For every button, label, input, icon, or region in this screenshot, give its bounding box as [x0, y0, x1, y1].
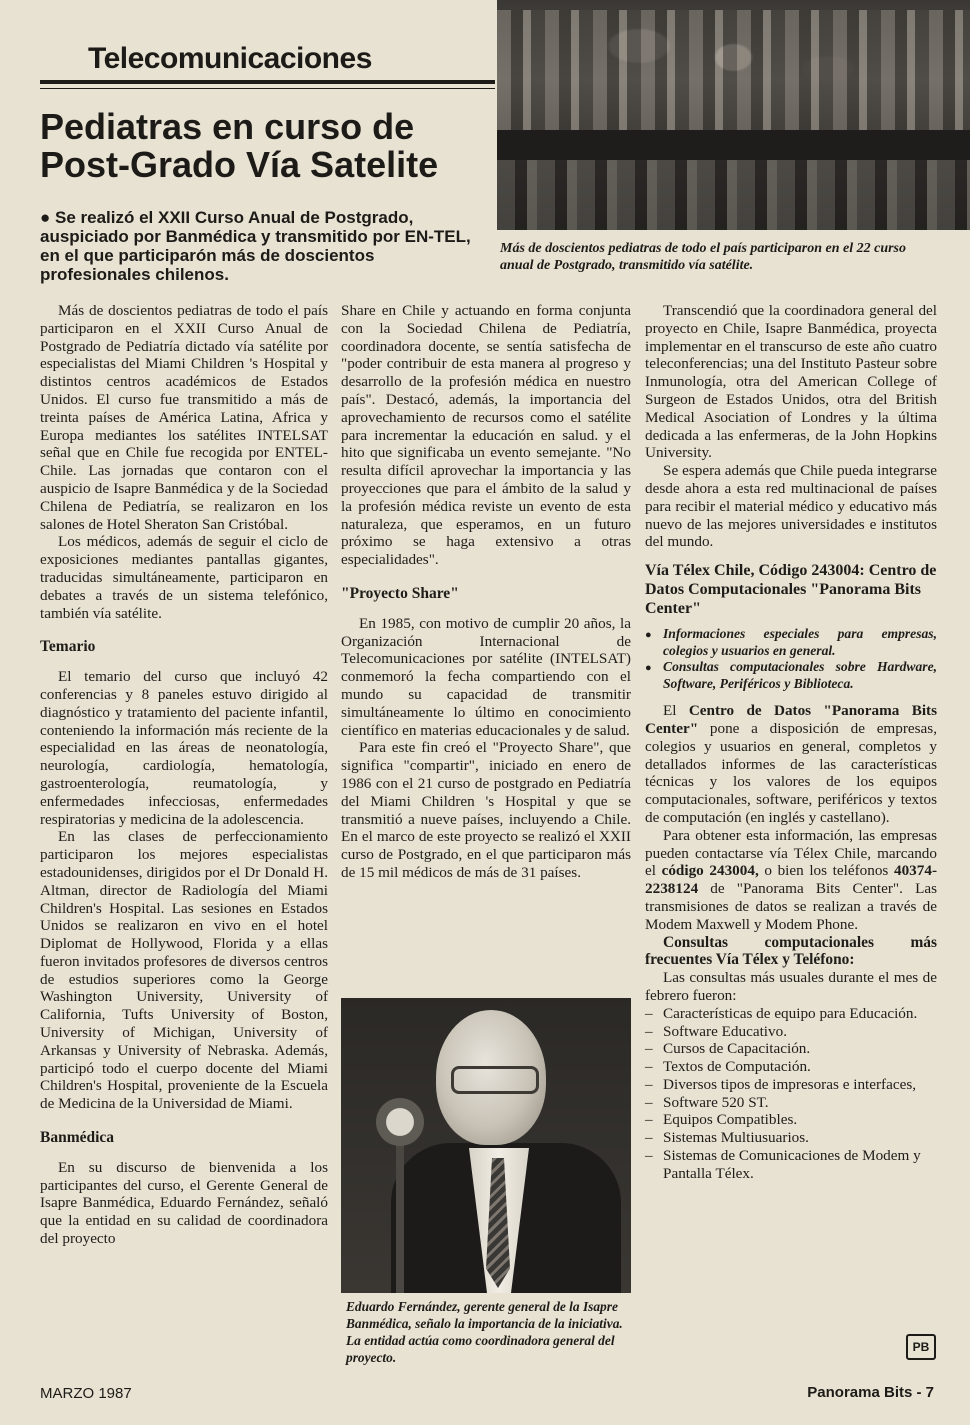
subheading-temario: Temario	[40, 638, 96, 656]
list-item: ● Consultas computacionales sobre Hardware, Software, Periféricos y Biblioteca.	[645, 659, 937, 692]
column-2	[341, 302, 631, 882]
list-item: – Cursos de Capacitación.	[645, 1040, 937, 1058]
paragraph: Los médicos, además de seguir el ciclo de exposiciones mediantes pantallas gigantes, traducidas simultáneamente, participaron en debates a través de un sistema telefónico, también vía satélite.	[40, 533, 328, 622]
dash-list	[645, 1005, 937, 1183]
footer-date: MARZO 1987	[40, 1385, 132, 1402]
list-item: – Textos de Computación.	[645, 1058, 937, 1076]
paragraph: Para obtener esta información, las empresas pueden contactarse vía Télex Chile, marcando el código 243004, o bien los teléfonos 40374-2238124 de "Panorama Bits Center". Las transmisiones de datos se realizan a través de Modem Maxwell y Modem Phone.	[645, 826, 937, 933]
article-lead: ● Se realizó el XXII Curso Anual de Postgrado, auspiciado por Banmédica y transmitido por EN-TEL, en el que participarón más de doscientos profesionales chilenos.	[40, 208, 471, 284]
bullet-list	[645, 626, 937, 692]
audience-photo-caption: Más de doscientos pediatras de todo el país participaron en el 22 curso anual de Postgrado, transmitido vía satélite.	[500, 241, 906, 273]
paragraph: Más de doscientos pediatras de todo el país participaron en el XXII Curso Anual de Postgrado de Pediatría dictado vía satélite por especialistas del Miami Children 's Hospital y distintos centros académicos de Estados Unidos. El curso fue transmitido a más de treinta países de América Latina, Africa y Europa mediantes los satélites INTELSAT señal que en Chile fue recogida por ENTEL-Chile. Las jornadas que contaron con el auspicio de Isapre Banmédica y de la Sociedad Chilena de Pediatría, se realizaron en los salones de Hotel Sheraton San Cristóbal.	[40, 302, 328, 533]
list-item: ● Informaciones especiales para empresas, colegios y usuarios en general.	[645, 626, 937, 659]
paragraph: En 1985, con motivo de cumplir 20 años, la Organización Internacional de Telecomunicaciones por satélite (INTELSAT) conmemoró la fecha compartiendo con el mundo su capacidad de transmitir simultáneamente lo último en conocimiento científico en materias educacionales y de salud.	[341, 614, 631, 739]
subheading-banmedica: Banmédica	[40, 1129, 115, 1147]
subheading-telex: Vía Télex Chile, Código 243004: Centro de Datos Computacionales "Panorama Bits Center"	[645, 562, 937, 618]
column-1	[40, 302, 328, 1248]
list-item: – Equipos Compatibles.	[645, 1111, 937, 1129]
paragraph: En las clases de perfeccionamiento participaron los mejores especialistas estadounidenses, dirigidos por el Dr Donald H. Altman, director de Radiología del Miami Children's Hospital. Las sesiones en Estados Unidos se realizaron en vivo en el hotel Diplomat de Hollywood, Florida y a ellas fueron invitados profesores de diversos centros de estudios superiores como la George Washington University, University of California, Tufts University of Boston, University of Michigan, University of Arkansas y University of Nebraska. Además, participó todo el cuerpo docente del Miami Children's Hospital, proveniente de la Escuela de Medicina de la Universidad de Miami.	[40, 828, 328, 1113]
list-item: – Software 520 ST.	[645, 1094, 937, 1112]
paragraph: Las consultas más usuales durante el mes de febrero fueron:	[645, 969, 937, 1004]
subheading-proyecto-share: "Proyecto Share"	[341, 584, 459, 602]
speaker-photo	[341, 998, 631, 1293]
section-label: Telecomunicaciones	[88, 42, 372, 75]
paragraph: Share en Chile y actuando en forma conjunta con la Sociedad Chilena de Pediatría, coordinadora docente, se sentía satisfecha de "poder contribuir de esta manera al progreso y desarrollo de la profesión médica en nuestro país". Destacó, además, la importancia del aprovechamiento de recursos como el satélite para incrementar la educación en salud. y el hito que significaba un evento semejante. "No resulta difícil aprovechar la importancia y las proyecciones que para el ámbito de la salud y la profesión médica reviste un evento de esta naturaleza, que esperamos, en un futuro próximo se haga extensivo a otras especialidades".	[341, 302, 631, 569]
footer-page-number: Panorama Bits - 7	[807, 1384, 934, 1401]
column-3	[645, 302, 937, 1193]
paragraph: En su discurso de bienvenida a los participantes del curso, el Gerente General de Isapre Banmédica, Eduardo Fernández, señaló que la entidad en su calidad de coordinadora del proyecto	[40, 1158, 328, 1248]
paragraph: El Centro de Datos "Panorama Bits Center" pone a disposición de empresas, colegios y usuarios en general, completos y detallados informes de las características técnicas y los valores de los equipos computacionales, software, periféricos y textos de computación (en inglés y castellano).	[645, 702, 938, 826]
audience-photo	[497, 0, 970, 230]
list-item: – Características de equipo para Educación.	[645, 1005, 937, 1023]
section-rule-thin	[40, 88, 495, 89]
paragraph: Para este fin creó el "Proyecto Share", que significa "compartir", iniciado en enero de 1986 con el 21 curso de postgrado en Pediatría del Miami Children 's Hospital y que se transmitió a nueve países, incluyendo a Chile. En el marco de este proyecto se realizó el XXII curso de Postgrado, en el que participaron más de 15 mil médicos de más de 31 países.	[341, 739, 631, 881]
paragraph: El temario del curso que incluyó 42 conferencias y 8 paneles estuvo dirigido al diagnóstico y tratamiento del paciente infantil, conteniendo la información más reciente de la especialidad en las áreas de neonatología, neurología, cardiología, hematología, gastroenterología, reumatología, y enfermedades infecciosas, enfermedades respiratorias y medicina de la adolescencia.	[40, 668, 328, 828]
list-item: – Diversos tipos de impresoras e interfaces,	[645, 1076, 937, 1094]
pb-logo-badge: PB	[906, 1334, 936, 1360]
paragraph: Se espera además que Chile pueda integrarse desde ahora a esta red multinacional de países para recibir el material médico y educativo más nuevo de las mejores universidades e institutos del mundo.	[645, 462, 937, 551]
subheading-consultas: Consultas computacionales más frecuentes Vía Télex y Teléfono:	[645, 933, 937, 969]
paragraph: Transcendió que la coordinadora general del proyecto en Chile, Isapre Banmédica, proyecta implementar en el transcurso de este año cuatro teleconferencias; una del Instituto Pasteur sobre Inmunología, otra del American College of Surgeon de Estados Unidos, otra del British Medical Asociation of Londres y la última dedicada a las enfermeras, de la John Hopkins University.	[645, 302, 937, 462]
speaker-photo-caption: Eduardo Fernández, gerente general de la Isapre Banmédica, señalo la importancia de la iniciativa. La entidad actúa como coordinadora general del proyecto.	[346, 1299, 623, 1365]
section-rule	[40, 80, 495, 84]
article-headline: Pediatras en curso de Post-Grado Vía Satelite	[40, 106, 439, 185]
list-item: – Sistemas de Comunicaciones de Modem y Pantalla Télex.	[645, 1147, 937, 1183]
list-item: – Sistemas Multiusuarios.	[645, 1129, 937, 1147]
list-item: – Software Educativo.	[645, 1023, 937, 1041]
